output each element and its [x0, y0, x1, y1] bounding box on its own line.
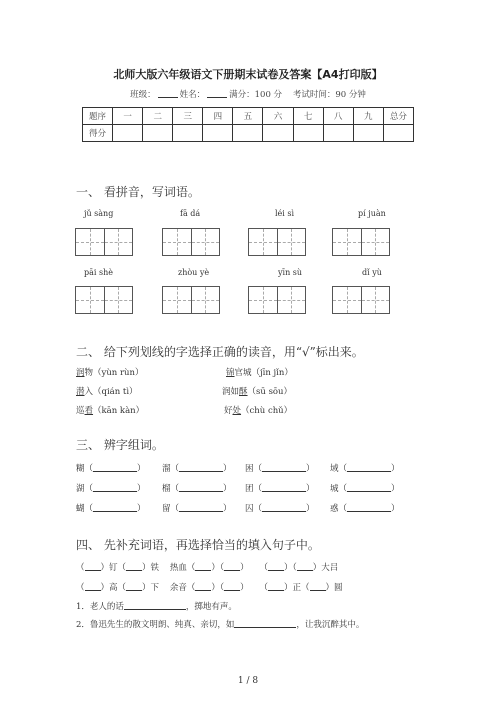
score-header-cell: 七 — [293, 108, 323, 125]
page-number: 1 / 8 — [237, 676, 259, 686]
char-word-row: 湖（ ） — [76, 484, 146, 494]
sentence-2: 2．鲁迅先生的散文明朗、纯真、亲切，如 ，让我沉醉其中。 — [76, 620, 365, 630]
name-blank — [207, 97, 227, 98]
score-cell[interactable] — [173, 125, 203, 142]
score-header-cell: 四 — [203, 108, 233, 125]
reading-item[interactable]: 润如酥（sū sōu） — [222, 387, 293, 397]
writing-grid[interactable] — [75, 286, 133, 314]
char-word-row: 留（ ） — [162, 504, 232, 514]
score-header-cell: 五 — [233, 108, 263, 125]
writing-grid[interactable] — [75, 228, 133, 256]
section-4-heading: 四、 先补充词语，再选择恰当的填入句子中。 — [76, 538, 320, 552]
section-2-heading: 二、 给下列划线的字选择正确的读音，用“√”标出来。 — [76, 345, 364, 359]
char-word-row: 团（ ） — [245, 484, 315, 494]
exam-time: 考试时间：90 分钟 — [292, 90, 366, 100]
char-word-row: 域（ ） — [330, 464, 400, 474]
class-label: 班级： — [130, 90, 156, 100]
writing-grid[interactable] — [248, 286, 306, 314]
score-cell[interactable] — [113, 125, 143, 142]
writing-grid[interactable] — [332, 286, 390, 314]
score-cell[interactable] — [233, 125, 263, 142]
class-blank — [158, 97, 178, 98]
score-header-cell: 二 — [143, 108, 173, 125]
score-header-cell: 六 — [263, 108, 293, 125]
exam-meta — [0, 88, 496, 100]
score-header-row — [83, 108, 414, 125]
page-title: 北师大版六年级语文下册期末试卷及答案【A4打印版】 — [113, 68, 383, 81]
reading-item[interactable]: 锦官城（jīn jǐn） — [226, 368, 293, 378]
score-header-cell: 九 — [353, 108, 383, 125]
writing-grid[interactable] — [162, 228, 220, 256]
score-cell[interactable] — [383, 125, 413, 142]
reading-item[interactable]: 润物（yùn rùn） — [76, 368, 144, 378]
pinyin-label: pāi shè — [84, 268, 113, 277]
pinyin-label: yīn sù — [278, 268, 303, 277]
char-word-row: 溜（ ） — [162, 464, 232, 474]
char-word-row: 困（ ） — [245, 464, 315, 474]
pinyin-label: dǐ yù — [362, 268, 382, 277]
pinyin-label: fā dá — [180, 209, 201, 218]
score-header-cell: 三 — [173, 108, 203, 125]
char-word-row: 城（ ） — [330, 484, 400, 494]
section-3-heading: 三、 辨字组词。 — [76, 438, 164, 452]
score-header-cell: 总分 — [383, 108, 413, 125]
reading-item[interactable]: 好处（chù chǔ） — [224, 406, 293, 416]
writing-grid[interactable] — [162, 286, 220, 314]
score-value-row — [83, 125, 414, 142]
reading-item[interactable]: 巡看（kān kàn） — [76, 406, 145, 416]
score-cell[interactable] — [353, 125, 383, 142]
score-cell[interactable] — [293, 125, 323, 142]
char-word-row: 榴（ ） — [162, 484, 232, 494]
pinyin-label: jǔ sàng — [84, 209, 114, 218]
score-row-label: 得分 — [83, 125, 113, 142]
writing-grid[interactable] — [248, 228, 306, 256]
sentence-1: 1．老人的话 ，掷地有声。 — [76, 602, 237, 612]
pinyin-label: léi sì — [275, 209, 295, 218]
score-cell[interactable] — [203, 125, 233, 142]
idiom-line: （ ）钉（ ）铁 热血（ ）（ ） （ ）（ ）大吕 — [76, 563, 339, 573]
char-word-row: 惑（ ） — [330, 504, 400, 514]
score-header-cell: 八 — [323, 108, 353, 125]
score-cell[interactable] — [263, 125, 293, 142]
char-word-row: 囚（ ） — [245, 504, 315, 514]
score-header-cell: 题序 — [83, 108, 113, 125]
idiom-line: （ ）高（ ）下 余音（ ）（ ） （ ）正（ ）圆 — [76, 583, 343, 593]
score-table — [82, 107, 414, 142]
score-cell[interactable] — [323, 125, 353, 142]
reading-item[interactable]: 潜入（qián tì） — [76, 387, 138, 397]
pinyin-label: zhòu yè — [178, 268, 210, 277]
score-cell[interactable] — [143, 125, 173, 142]
name-label: 姓名： — [179, 90, 206, 100]
score-header-cell: 一 — [113, 108, 143, 125]
full-score: 满分：100 分 — [229, 90, 283, 100]
section-1-heading: 一、 看拼音，写词语。 — [76, 185, 200, 199]
char-word-row: 蝴（ ） — [76, 504, 146, 514]
pinyin-label: pí juàn — [358, 209, 386, 218]
char-word-row: 糊（ ） — [76, 464, 146, 474]
writing-grid[interactable] — [332, 228, 390, 256]
